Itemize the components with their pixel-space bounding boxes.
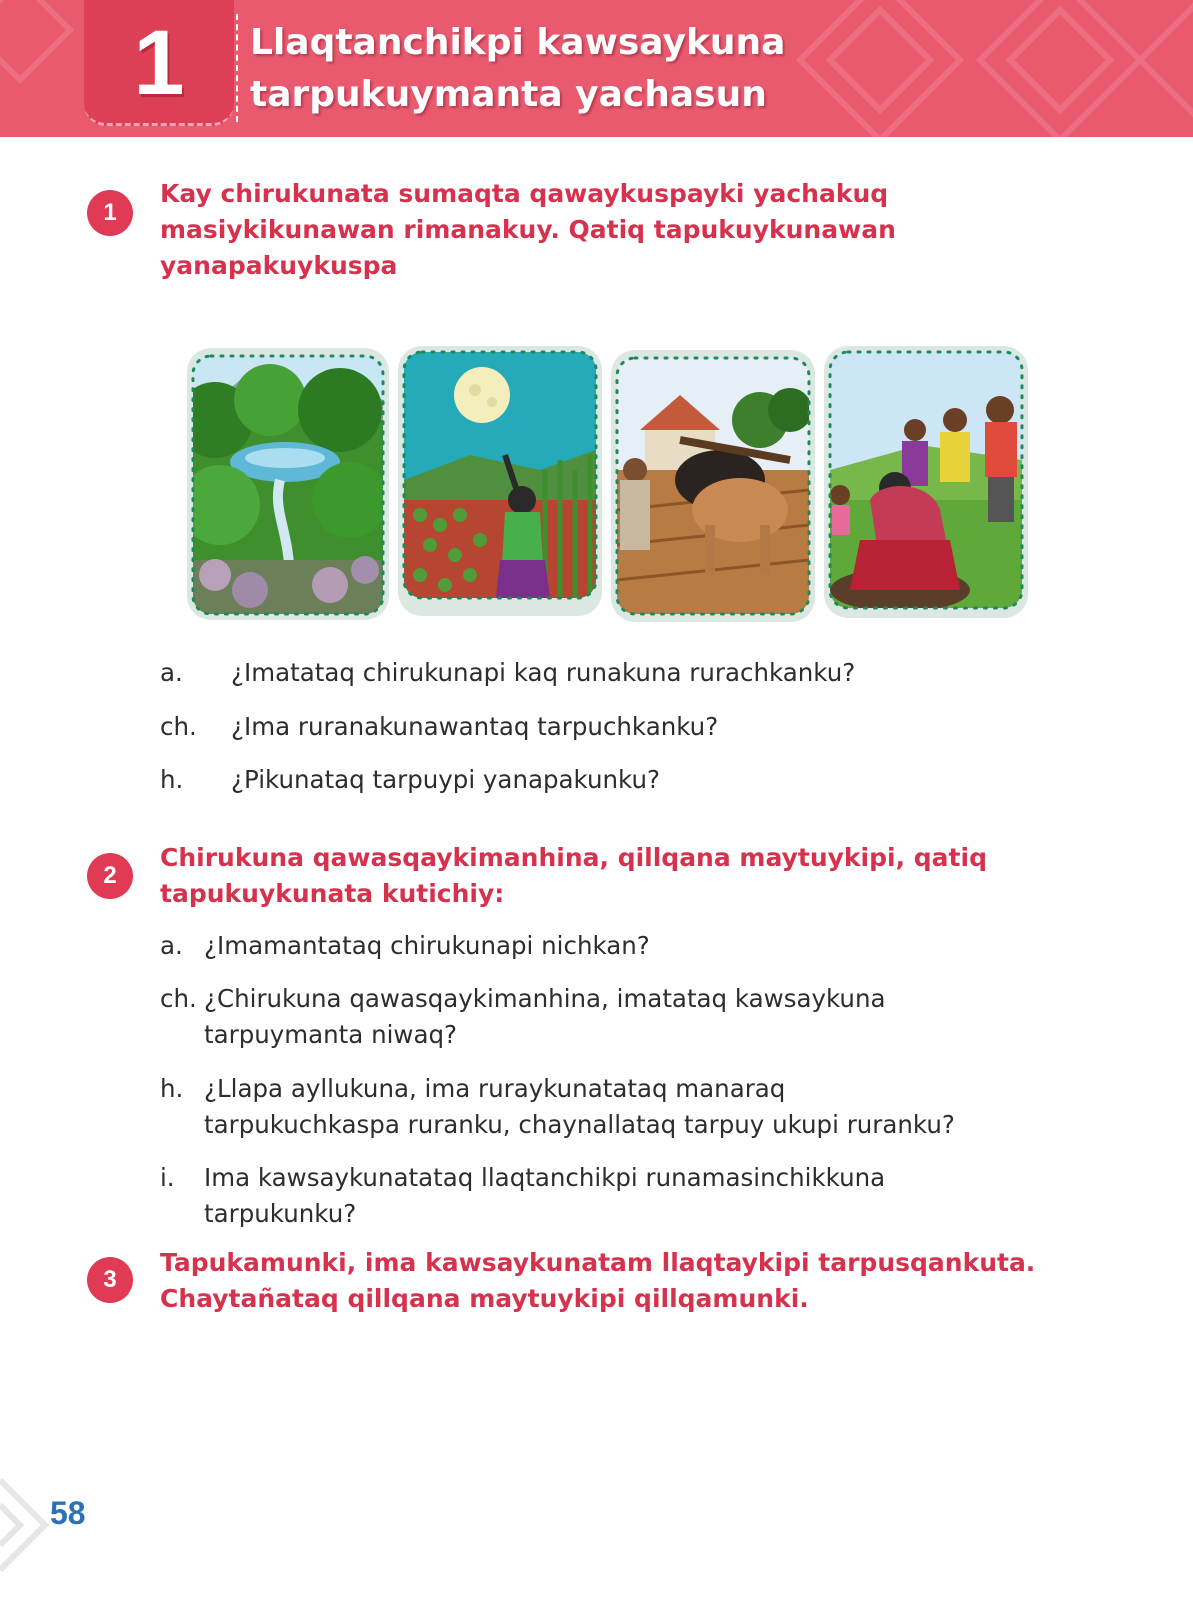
unit-title-line-2: tarpukuymanta yachasun xyxy=(250,74,767,115)
item-label: ch. xyxy=(160,712,197,741)
item-label: h. xyxy=(160,765,184,794)
question-2-text xyxy=(160,840,1060,912)
moon-cornfield-illustration xyxy=(398,346,602,616)
item-label: a. xyxy=(160,931,183,960)
item-text xyxy=(204,1160,885,1232)
page-number: 58 xyxy=(50,1495,86,1531)
question-1-line-1: Kay chirukunata sumaqta qawaykuspayki yachakuq xyxy=(160,179,889,208)
item-text-line: tarpukunku? xyxy=(204,1199,357,1228)
item-text: ¿Pikunataq tarpuypi yanapakunku? xyxy=(231,765,661,794)
item-text-line: ¿Imamantataq chirukunapi nichkan? xyxy=(204,931,650,960)
item-label: a. xyxy=(160,658,183,687)
question-2-line-2: tapukuykunata kutichiy: xyxy=(160,879,505,908)
item-label: i. xyxy=(160,1163,175,1192)
unit-number: 1 xyxy=(133,12,185,114)
item-text-line: tarpuymanta niwaq? xyxy=(204,1020,458,1049)
question-2-line-1: Chirukuna qawasqaykimanhina, qillqana maytuykipi, qatiq xyxy=(160,843,987,872)
question-1-line-2: masiykikunawan rimanakuy. Qatiq tapukuykunawan xyxy=(160,215,896,244)
item-text-line: ¿Chirukuna qawasqaykimanhina, imatataq kawsaykuna xyxy=(204,984,886,1013)
question-1-badge: 1 xyxy=(87,190,133,236)
item-text: ¿Imatataq chirukunapi kaq runakuna rurachkanku? xyxy=(231,658,856,687)
corner-pattern xyxy=(0,1470,60,1600)
item-text xyxy=(204,1071,955,1143)
item-label: ch. xyxy=(160,984,197,1013)
item-text-line: ¿Llapa ayllukuna, ima ruraykunatataq manaraq xyxy=(204,1074,786,1103)
unit-title-line-1: Llaqtanchikpi kawsaykuna xyxy=(250,22,786,63)
oxen-plowing-illustration xyxy=(611,350,815,622)
illustration-strip xyxy=(0,0,1193,640)
question-1-line-3: yanapakuykuspa xyxy=(160,251,398,280)
item-label: h. xyxy=(160,1074,184,1103)
question-3-line-2: Chaytañataq qillqana maytuykipi qillqamunki. xyxy=(160,1284,809,1313)
item-text xyxy=(204,928,650,964)
community-planting-illustration xyxy=(824,346,1028,618)
question-3-text xyxy=(160,1245,1060,1317)
item-text-line: tarpukuchkaspa ruranku, chaynallataq tarpuy ukupi ruranku? xyxy=(204,1110,955,1139)
forest-lagoon-illustration xyxy=(177,348,389,620)
question-3-badge: 3 xyxy=(87,1257,133,1303)
question-3-line-1: Tapukamunki, ima kawsaykunatam llaqtaykipi tarpusqankuta. xyxy=(160,1248,1036,1277)
item-text: ¿Ima ruranakunawantaq tarpuchkanku? xyxy=(231,712,719,741)
item-text xyxy=(204,981,886,1053)
item-text-line: Ima kawsaykunatataq llaqtanchikpi runamasinchikkuna xyxy=(204,1163,886,1192)
question-2-badge: 2 xyxy=(87,853,133,899)
